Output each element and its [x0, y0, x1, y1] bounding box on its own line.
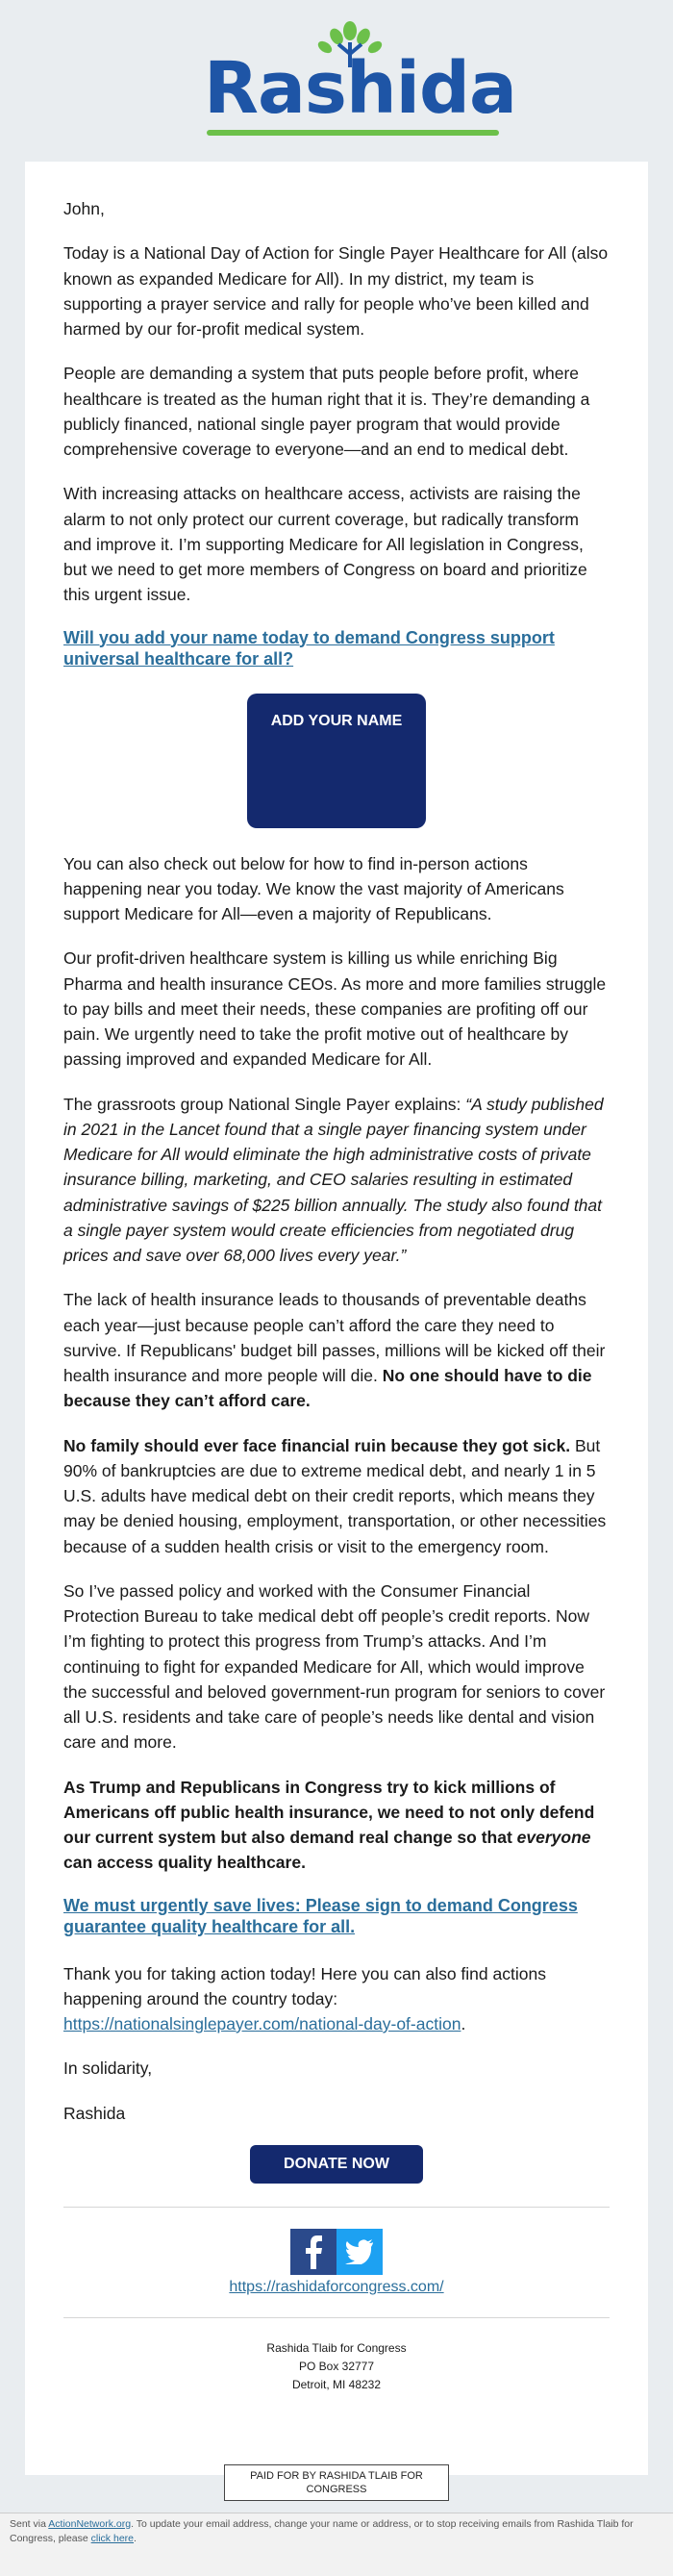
paragraph-7	[63, 1287, 610, 1413]
logo-text: Rashida	[204, 47, 516, 130]
footer-text: . To update your email address, change your name or address, or to stop receiving emails from Rashida Tlaib for Congress, please	[10, 2518, 634, 2544]
paragraph-1: Today is a National Day of Action for Single Payer Healthcare for All (also known as expanded Medicare for All). In my district, my team is supporting a prayer service and rally for people who’ve been killed and harmed by our for-profit medical system.	[63, 243, 609, 339]
paragraph-10-a: As Trump and Republicans in Congress try to kick millions of Americans off public health insurance, we need to not only defend our current system but also demand real change so that	[63, 1777, 595, 1847]
donate-now-button[interactable]: DONATE NOW	[250, 2145, 423, 2184]
footer-sent-via: Sent via	[10, 2518, 49, 2530]
add-your-name-button[interactable]: ADD YOUR NAME	[247, 694, 426, 828]
facebook-icon[interactable]	[290, 2229, 336, 2275]
paragraph-5: Our profit-driven healthcare system is killing us while enriching Big Pharma and health insurance CEOs. As more and more families struggle to pay bills and meet their needs, these companies are profiting off our pain. We urgently need to take the profit motive out of healthcare by passing improved and expanded Medicare for All.	[63, 948, 607, 1070]
paragraph-8-text: But 90% of bankruptcies are due to extreme medical debt, and nearly 1 in 5 U.S. adults have medical debt on their credit reports, which means they may be denied housing, employment, transportation, or other necessities because of a sudden health crisis or visit to the emergency room.	[63, 1435, 607, 1556]
logo-underline	[207, 130, 499, 136]
paragraph-10	[63, 1775, 610, 1876]
paragraph-2: People are demanding a system that puts people before profit, where healthcare is treated as the human right that it is. They’re demanding a publicly financed, national single payer program that would provide comprehensive coverage to everyone—and an end to medical debt.	[63, 364, 590, 459]
footer	[0, 2513, 673, 2576]
paid-for-box: PAID FOR BY RASHIDA TLAIB FOR CONGRESS	[224, 2464, 449, 2501]
day-of-action-link[interactable]: https://nationalsinglepayer.com/national-day-of-action	[63, 2014, 461, 2033]
quote-intro: The grassroots group National Single Payer explains:	[63, 1094, 466, 1114]
paragraph-3: With increasing attacks on healthcare access, activists are raising the alarm to not only protect our current coverage, but radically transform and improve it. I’m supporting Medicare for All legislation in Congress, but we need to get more members of Congress on board and prioritize this urgent issue.	[63, 484, 587, 605]
paragraph-8-bold: No family should ever face financial ruin because they got sick.	[63, 1435, 571, 1455]
twitter-icon[interactable]	[336, 2229, 383, 2275]
campaign-site-link[interactable]: https://rashidaforcongress.com/	[229, 2278, 444, 2295]
signature: Rashida	[63, 2103, 126, 2123]
paragraph-8	[63, 1433, 610, 1559]
paragraph-10-em: everyone	[516, 1828, 591, 1847]
social-section	[63, 2229, 610, 2296]
paragraph-6	[63, 1092, 610, 1269]
header	[0, 0, 673, 162]
divider	[63, 2207, 610, 2208]
signoff: In solidarity,	[63, 2058, 153, 2079]
paragraph-10-b: can access quality healthcare.	[63, 1853, 306, 1873]
sign-petition-link[interactable]: We must urgently save lives: Please sign to demand Congress guarantee quality healthcare for all.	[63, 1895, 578, 1936]
mailing-address	[63, 2339, 610, 2395]
address-line-3: Detroit, MI 48232	[291, 2378, 382, 2392]
paragraph-7-bold: No one should have to die because they can’t afford care.	[63, 1366, 592, 1411]
paragraph-7-text: The lack of health insurance leads to thousands of preventable deaths each year—just because people can’t afford the care they need to survive. If Republicans' budget bill passes, millions will be kicked off their health insurance and more people will die.	[63, 1290, 606, 1385]
action-network-link[interactable]: ActionNetwork.org	[48, 2518, 132, 2530]
paragraph-4: You can also check out below for how to find in-person actions happening near you today. We know the vast majority of Americans support Medicare for All—even a majority of Republicans.	[63, 853, 564, 923]
paragraph-9: So I’ve passed policy and worked with the Consumer Financial Protection Bureau to take medical debt off people’s credit reports. Now I’m fighting to protect this progress from Trump’s attacks. And I’m continuing to fight for expanded Medicare for All, which would improve the successful and beloved government-run program for seniors to cover all U.S. residents and take care of people’s needs like dental and vision care and more.	[63, 1580, 606, 1753]
add-name-button-wrap	[63, 694, 610, 828]
paragraph-11-text: Thank you for taking action today! Here you can also find actions happening around the country today:	[63, 1963, 546, 2008]
donate-button-wrap	[63, 2145, 610, 2184]
address-line-2: PO Box 32777	[298, 2359, 375, 2373]
unsubscribe-link[interactable]: click here	[90, 2533, 134, 2544]
lancet-quote: “A study published in 2021 in the Lancet found that a single payer financing system under Medicare for All would eliminate the high administrative costs of private insurance billing, marketing, and CEO salaries resulting in estimated administrative savings of $225 billion annually. The study also found that a single payer system would create efficiencies from negotiated drug prices and save over 68,000 lives every year.”	[63, 1094, 604, 1265]
footer-end: .	[134, 2533, 137, 2544]
address-line-1: Rashida Tlaib for Congress	[266, 2340, 407, 2355]
greeting: John,	[63, 199, 105, 218]
paragraph-11-end: .	[461, 2014, 466, 2033]
paragraph-11	[63, 1961, 610, 2037]
add-name-link[interactable]: Will you add your name today to demand Congress support universal healthcare for all?	[63, 627, 555, 669]
logo	[204, 21, 516, 140]
divider-2	[63, 2317, 610, 2318]
email-content	[63, 196, 610, 2394]
social-icons	[290, 2229, 383, 2275]
email-card	[25, 162, 648, 2475]
